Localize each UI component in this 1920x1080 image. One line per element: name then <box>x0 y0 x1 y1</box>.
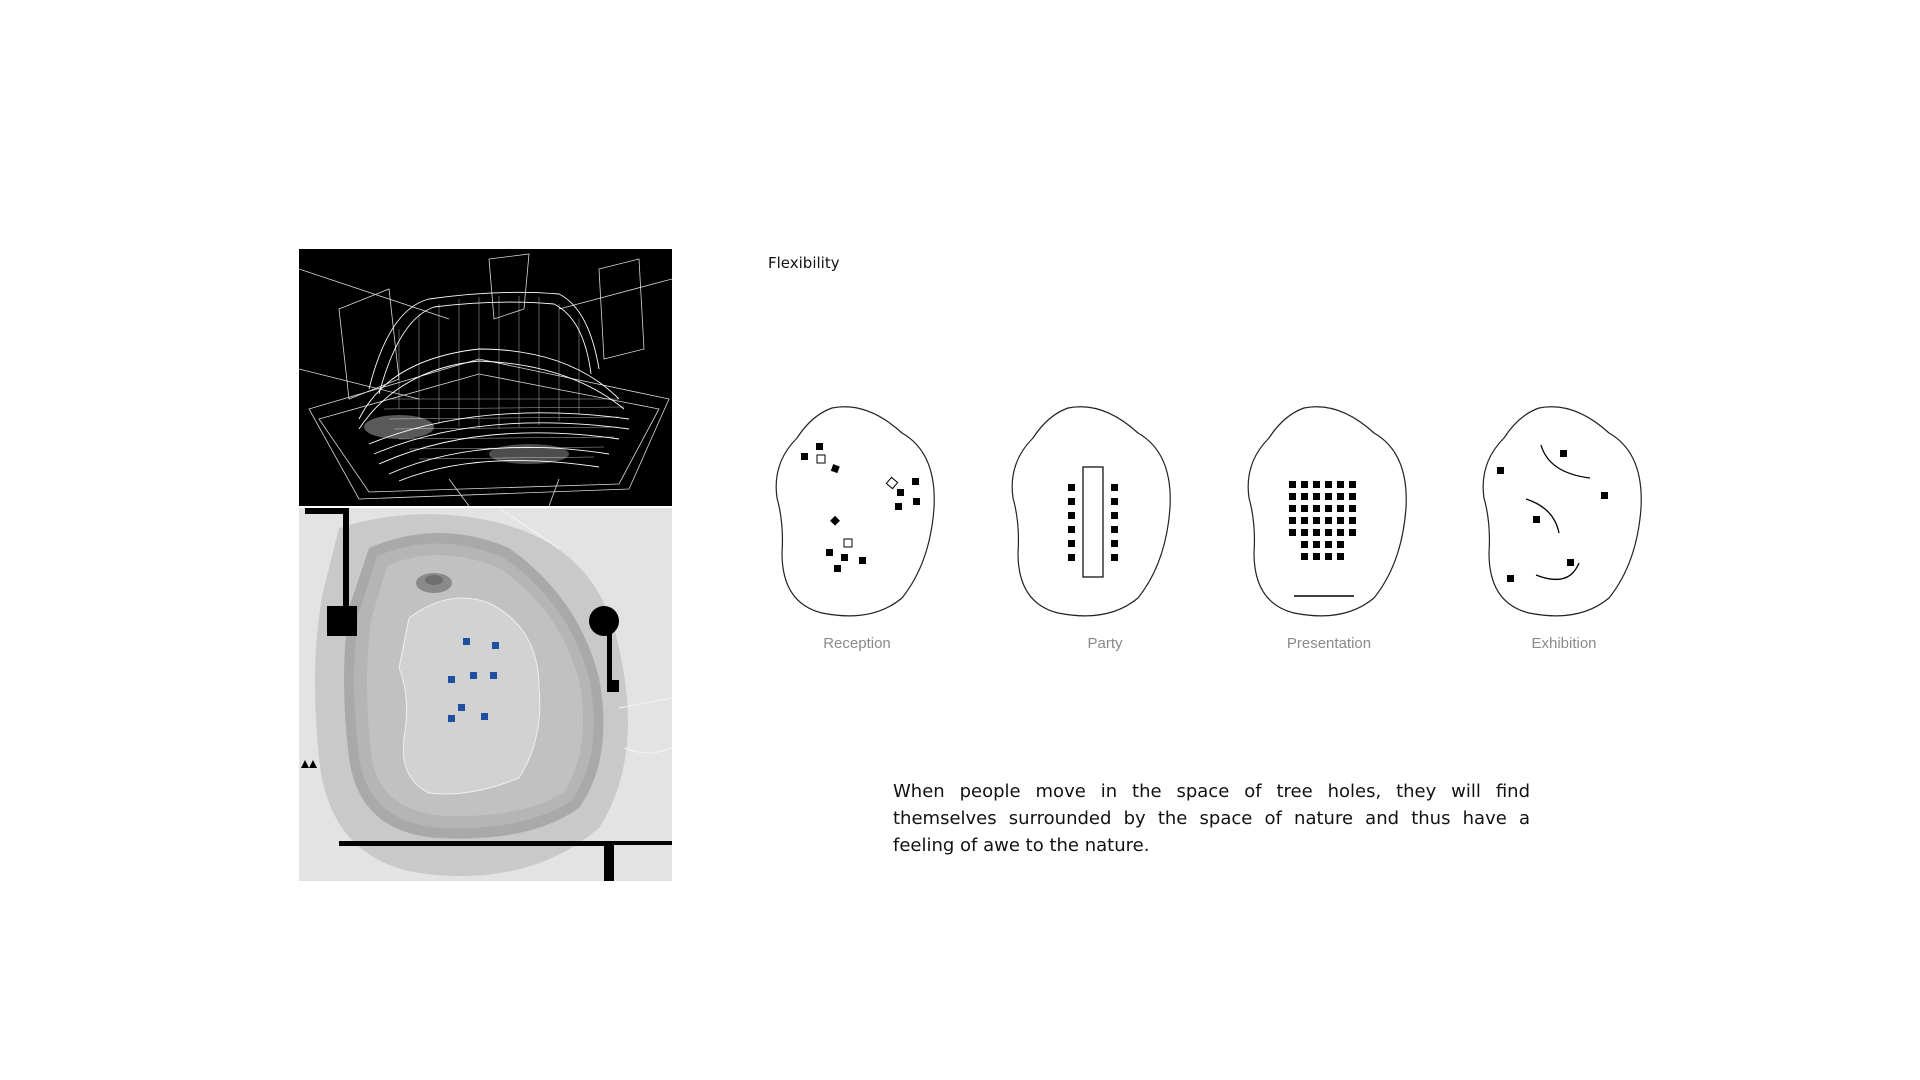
party-diagram <box>1008 403 1178 623</box>
scenario-label-reception: Reception <box>823 635 891 652</box>
scenario-presentation <box>1244 403 1414 623</box>
scenario-exhibition <box>1479 403 1649 623</box>
floor-plan-drawing <box>299 508 672 881</box>
wireframe-drawing <box>299 249 672 506</box>
scenario-party <box>1008 403 1178 623</box>
section-heading: Flexibility <box>768 254 840 272</box>
wireframe-render-image <box>299 249 672 506</box>
description-paragraph: When people move in the space of tree holes, they will find themselves surrounded by the space of nature and thus have a feeling of awe to the nature. <box>893 781 1530 856</box>
presentation-diagram <box>1244 403 1414 623</box>
scenario-reception <box>772 403 942 623</box>
reception-diagram <box>772 403 942 623</box>
scenario-label-party: Party <box>1087 635 1123 652</box>
scenario-label-exhibition: Exhibition <box>1531 635 1597 652</box>
floor-plan-image <box>299 508 672 881</box>
scenario-label-presentation: Presentation <box>1286 635 1372 652</box>
exhibition-diagram <box>1479 403 1649 623</box>
